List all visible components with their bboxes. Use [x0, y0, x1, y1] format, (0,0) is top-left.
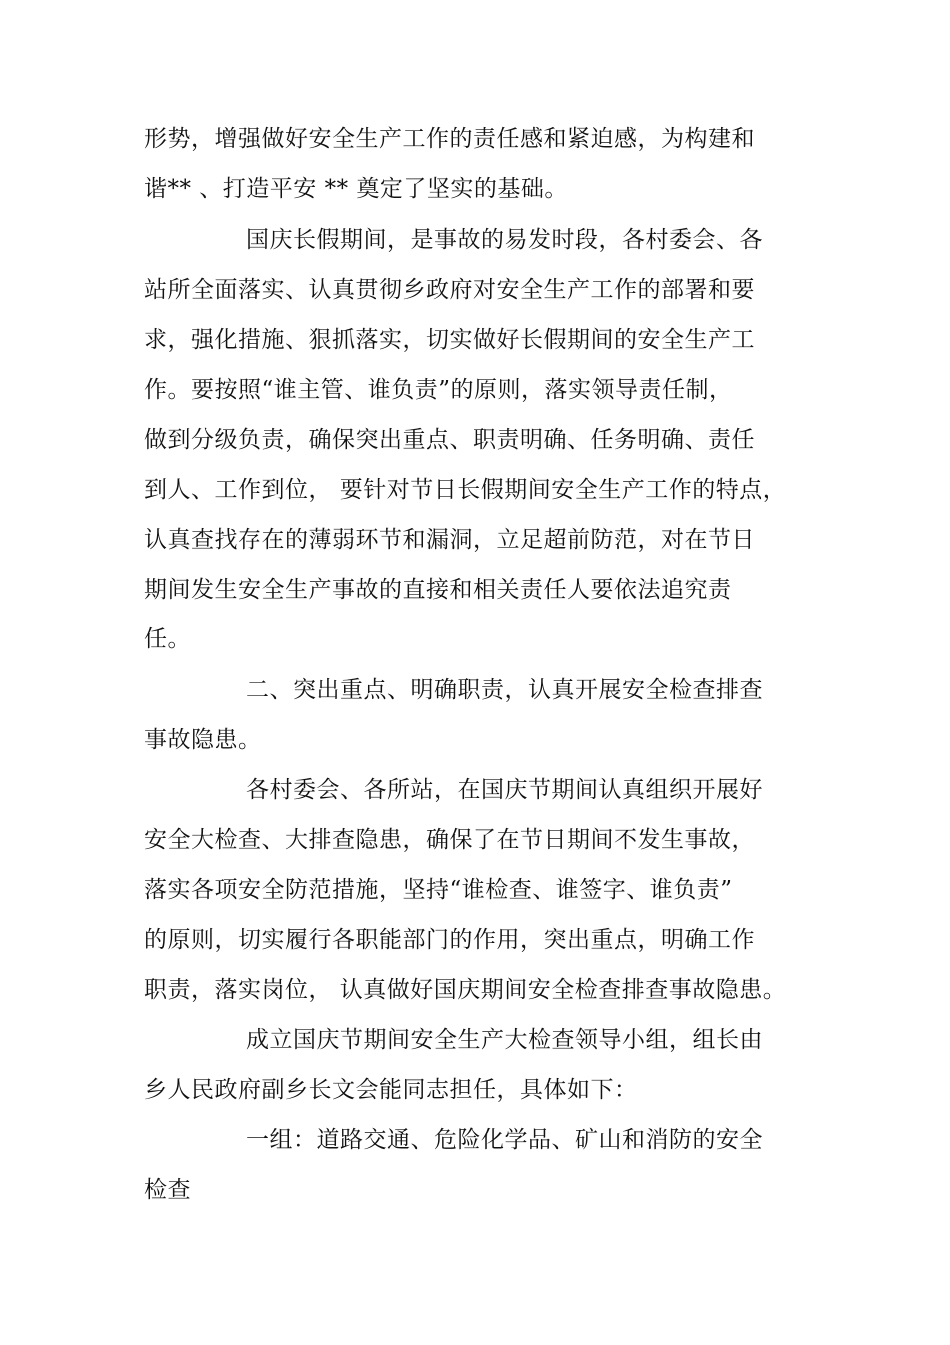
text-line: 形势，增强做好安全生产工作的责任感和紧迫感，为构建和 — [144, 126, 755, 152]
text-line: 期间发生安全生产事故的直接和相关责任人要依法追究责 — [144, 577, 732, 603]
paragraph-start-line: 各村委会、各所站，在国庆节期间认真组织开展好 — [246, 777, 763, 803]
text-line: 落实各项安全防范措施，坚持“谁检查、谁签字、谁负责” — [144, 877, 733, 903]
text-line: 求，强化措施、狠抓落实，切实做好长假期间的安全生产工 — [144, 327, 755, 353]
section-heading: 二、突出重点、明确职责，认真开展安全检查排查 — [246, 677, 763, 703]
text-line: 做到分级负责，确保突出重点、职责明确、任务明确、责任 — [144, 427, 755, 453]
text-line: 职责，落实岗位， 认真做好国庆期间安全检查排查事故隐患。 — [144, 977, 787, 1003]
text-line: 乡人民政府副乡长文会能同志担任，具体如下： — [144, 1077, 638, 1103]
text-line: 的原则，切实履行各职能部门的作用，突出重点，明确工作 — [144, 927, 755, 953]
paragraph-start-line: 一组：道路交通、危险化学品、矿山和消防的安全 — [246, 1127, 763, 1153]
text-line: 到人、工作到位， 要针对节日长假期间安全生产工作的特点， — [144, 477, 787, 503]
text-line: 作。要按照“谁主管、谁负责”的原则，落实领导责任制， — [144, 377, 733, 403]
paragraph-start-line: 国庆长假期间，是事故的易发时段，各村委会、各 — [246, 227, 763, 253]
section-heading-continued: 事故隐患。 — [144, 727, 262, 753]
text-line: 安全大检查、大排查隐患，确保了在节日期间不发生事故， — [144, 827, 755, 853]
text-line: 谐** 、打造平安 ** 奠定了坚实的基础。 — [144, 176, 568, 202]
text-line: 认真查找存在的薄弱环节和漏洞，立足超前防范，对在节日 — [144, 527, 755, 553]
text-line: 站所全面落实、认真贯彻乡政府对安全生产工作的部署和要 — [144, 277, 755, 303]
text-line: 任。 — [144, 626, 191, 652]
paragraph-start-line: 成立国庆节期间安全生产大检查领导小组，组长由 — [246, 1027, 763, 1053]
text-line: 检查 — [144, 1177, 191, 1203]
